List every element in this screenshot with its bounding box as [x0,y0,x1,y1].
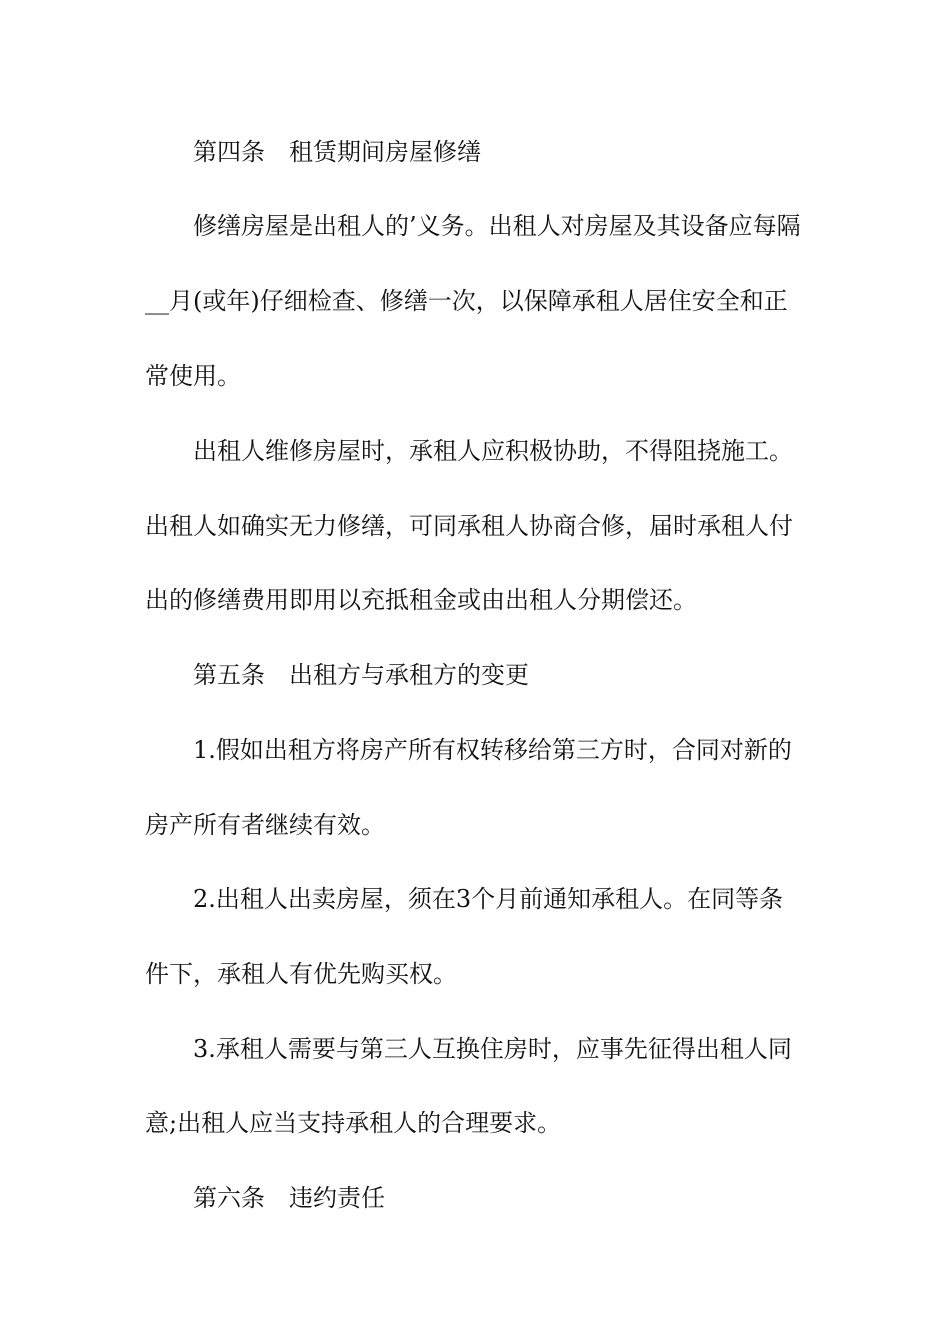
paragraph-line: 出租人如确实无力修缮，可同承租人协商合修，届时承租人付 [145,512,793,540]
article-6-heading: 第六条 违约责任 [193,1184,385,1212]
paragraph-line: 3.承租人需要与第三人互换住房时，应事先征得出租人同 [193,1035,792,1063]
paragraph-line: 1.假如出租方将房产所有权转移给第三方时，合同对新的 [193,736,792,764]
paragraph-line: 2.出租人出卖房屋，须在3个月前通知承租人。在同等条 [193,885,784,913]
paragraph-line: 件下，承租人有优先购买权。 [145,960,457,988]
paragraph-line: 常使用。 [145,362,241,390]
paragraph-line: 意;出租人应当支持承租人的合理要求。 [145,1109,562,1137]
article-4-heading: 第四条 租赁期间房屋修缮 [193,138,481,166]
paragraph-line: 出租人维修房屋时，承租人应积极协助，不得阻挠施工。 [193,437,793,465]
article-5-heading: 第五条 出租方与承租方的变更 [193,661,529,689]
paragraph-line: 修缮房屋是出租人的’义务。出租人对房屋及其设备应每隔 [193,212,801,240]
paragraph-line: 出的修缮费用即用以充抵租金或由出租人分期偿还。 [145,586,697,614]
paragraph-line: 房产所有者继续有效。 [145,811,385,839]
paragraph-line: __月(或年)仔细检查、修缮一次，以保障承租人居住安全和正 [145,287,788,315]
